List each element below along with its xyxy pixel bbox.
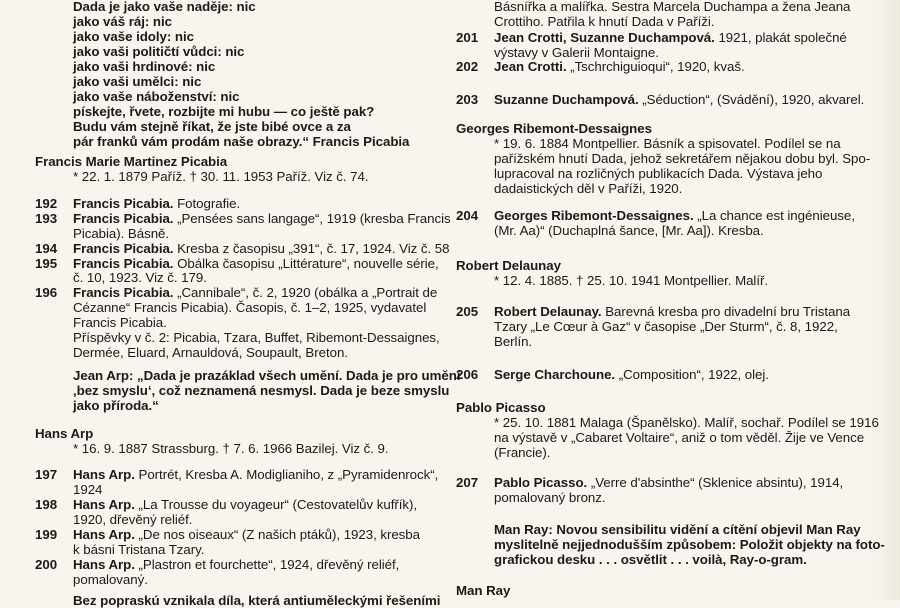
artist-bio: Crottiho. Patřila k hnutí Dada v Paříži. [494,14,715,29]
entry-artist: Hans Arp. [73,467,135,482]
catalog-entry [73,527,420,542]
entry-text: k básni Tristana Tzary. [73,542,205,557]
catalog-entry [494,92,864,107]
entry-text: „Verre d'absinthe“ (Sklenice absintu), 1914, [587,475,844,490]
catalog-number: 205 [456,304,479,319]
entry-artist: Suzanne Duchampová. [494,92,639,107]
quote-line: jako vaše náboženství: nic [73,89,240,104]
entry-text: Tzary „Le Cœur à Gaz“ v časopise „Der Sturm“, č. 8, 1922, [494,319,838,334]
catalog-entry [73,196,240,211]
entry-text: „La Trousse du voyageur“ (Cestovatelův kufřík), [134,497,418,512]
entry-text: Příspěvky v č. 2: Picabia, Tzara, Buffet, Ribemont-Dessaignes, [73,330,440,345]
catalog-number: 202 [456,59,479,74]
quote-line: jako vaše idoly: nic [73,29,194,44]
quote-line: jako vaši političtí vůdci: nic [73,44,245,59]
entry-artist: Hans Arp. [73,557,135,572]
catalog-entry [494,475,843,490]
entry-artist: Francis Picabia. [73,241,174,256]
entry-artist: Hans Arp. [73,527,135,542]
entry-text: „La chance est ingénieuse, [693,208,855,223]
entry-text: „Plastron et fourchette“, 1924, dřevěný reliéf, [134,557,400,572]
entry-text: 1920, dřevěný reliéf. [73,512,193,527]
entry-artist: Francis Picabia. [73,285,174,300]
artist-heading: Man Ray [456,583,511,598]
catalog-number: 199 [35,527,58,542]
entry-artist: Jean Crotti, Suzanne Duchampová. [494,30,715,45]
catalog-number: 207 [456,475,479,490]
entry-artist: Francis Picabia. [73,211,174,226]
quote-line: jako příroda.“ [73,398,159,413]
artist-bio: lupracoval na rozličných publikacích Dada. Výstava jeho [494,166,823,181]
catalog-number: 203 [456,92,479,107]
quote-line: jako váš ráj: nic [73,14,172,29]
catalog-entry [73,467,438,482]
entry-text: pomalovaný bronz. [494,490,606,505]
artist-bio: Básnířka a malířka. Sestra Marcela Duchampa a žena Jeana [494,0,851,14]
artist-bio: pařížském hnutí Dada, jehož sekretářem nějakou dobu byl. Spo- [494,151,871,166]
catalog-number: 201 [456,30,479,45]
entry-text: Portrét, Kresba A. Modiglianiho, z „Pyramidenrock“, [134,467,439,482]
artist-heading: Francis Marie Martinez Picabia [35,154,228,169]
artist-bio: * 12. 4. 1885. † 25. 10. 1941 Montpellier. Malíř. [494,273,769,288]
entry-text: „De nos oiseaux“ (Z našich ptáků), 1923, kresba [134,527,420,542]
catalog-entry [73,497,417,512]
catalog-number: 193 [35,211,58,226]
catalog-number: 197 [35,467,58,482]
entry-text: „Cannibale“, č. 2, 1920 (obálka a „Portrait de [173,285,438,300]
catalog-entry [494,59,745,74]
artist-bio: (Francie). [494,445,551,460]
catalog-entry [494,304,850,319]
quote-line-cut: Bez popraskú vznikala díla, která antiuměleckými řešeními [73,593,441,608]
artist-heading: Robert Delaunay [456,258,561,273]
entry-artist: Francis Picabia. [73,196,174,211]
quote-line: Man Ray: Novou sensibilitu vidění a cítění objevil Man Ray [494,522,861,537]
catalog-entry [73,241,449,256]
entry-text: výstavy v Galerii Montaigne. [494,45,659,60]
entry-text: Fotografie. [173,196,241,211]
quote-line: Dada je jako vaše naděje: nic [73,0,256,14]
catalog-entry [494,30,847,45]
catalog-number: 194 [35,241,58,256]
catalog-entry [73,256,439,271]
catalog-entry [494,367,769,382]
quote-line: jako vaši hrdinové: nic [73,59,216,74]
quote-line: grafickou desku . . . osvětlit . . . voilà, Ray-o-gram. [494,552,807,567]
artist-bio: na výstavě v „Cabaret Voltaire“, aniž o tom věděl. Žije ve Vence [494,430,865,445]
artist-bio: * 22. 1. 1879 Paříž. † 30. 11. 1953 Paříž. Viz č. 74. [73,169,369,184]
entry-text: „Pensées sans langage“, 1919 (kresba Francis [173,211,451,226]
entry-text: Obálka časopisu „Littérature“, nouvelle série, [173,256,439,271]
artist-bio: * 16. 9. 1887 Strassburg. † 7. 6. 1966 Bazilej. Viz č. 9. [73,441,389,456]
quote-line: pár franků vám prodám naše obrazy.“ Francis Picabia [73,134,410,149]
entry-artist: Serge Charchoune. [494,367,616,382]
quote-line: Jean Arp: „Dada je prazáklad všech umění. Dada je pro umění [73,368,461,383]
artist-heading: Georges Ribemont-Dessaignes [456,121,652,136]
catalog-entry [73,211,451,226]
quote-line: jako vaši umělci: nic [73,74,202,89]
catalog-number: 204 [456,208,479,223]
entry-artist: Pablo Picasso. [494,475,588,490]
quote-line: myslitelně nejjednodušším způsobem: Položit objekty na foto- [494,537,885,552]
entry-artist: Georges Ribemont-Dessaignes. [494,208,694,223]
entry-artist: Hans Arp. [73,497,135,512]
entry-text: pomalovaný. [73,572,148,587]
catalog-number: 206 [456,367,479,382]
entry-text: „Composition“, 1922, olej. [615,367,769,382]
catalog-number: 192 [35,196,58,211]
entry-text: 1924 [73,482,103,497]
catalog-entry [494,208,855,223]
artist-bio: dadaistických děl v Paříži, 1920. [494,181,683,196]
catalog-number: 200 [35,557,58,572]
entry-text: Barevná kresba pro divadelní bru Tristana [601,304,851,319]
entry-text: „Séduction“, (Svádění), 1920, akvarel. [638,92,865,107]
quote-line: Budu vám stejně říkat, že jste bibé ovce a za [73,119,351,134]
entry-text: Cézanne“ Francis Picabia). Časopis, č. 1–2, 1925, vydavatel [73,300,427,315]
entry-text: Francis Picabia. [73,315,167,330]
entry-artist: Robert Delaunay. [494,304,602,319]
catalog-entry [73,285,437,300]
catalog-entry [73,557,399,572]
entry-text: Kresba z časopisu „391“, č. 17, 1924. Viz č. 58 [173,241,450,256]
entry-text: „Tschrchiguioqui“, 1920, kvaš. [566,59,745,74]
artist-bio: * 25. 10. 1881 Malaga (Španělsko). Malíř, sochař. Podílel se 1916 [494,415,879,430]
catalog-number: 196 [35,285,58,300]
entry-artist: Francis Picabia. [73,256,174,271]
quote-line: pískejte, řvete, rozbijte mi hubu — co ještě pak? [73,104,375,119]
entry-text: Berlín. [494,334,533,349]
entry-text: Picabia). Básně. [73,226,170,241]
entry-text: (Mr. Aa)“ (Duchaplná šance, [Mr. Aa]). Kresba. [494,223,764,238]
quote-line: ‚bez smyslu‘, což neznamená nesmysl. Dada je beze smyslu [73,383,450,398]
entry-text: 1921, plakát společné [714,30,847,45]
artist-heading: Pablo Picasso [456,400,546,415]
catalog-number: 195 [35,256,58,271]
artist-bio: * 19. 6. 1884 Montpellier. Básník a spisovatel. Podílel se na [494,136,841,151]
entry-text: č. 10, 1923. Viz č. 179. [73,270,207,285]
page-edge-shadow [864,0,900,600]
entry-text: Dermée, Eluard, Arnauldová, Soupault, Breton. [73,345,348,360]
entry-artist: Jean Crotti. [494,59,567,74]
artist-heading: Hans Arp [35,426,94,441]
catalog-number: 198 [35,497,58,512]
